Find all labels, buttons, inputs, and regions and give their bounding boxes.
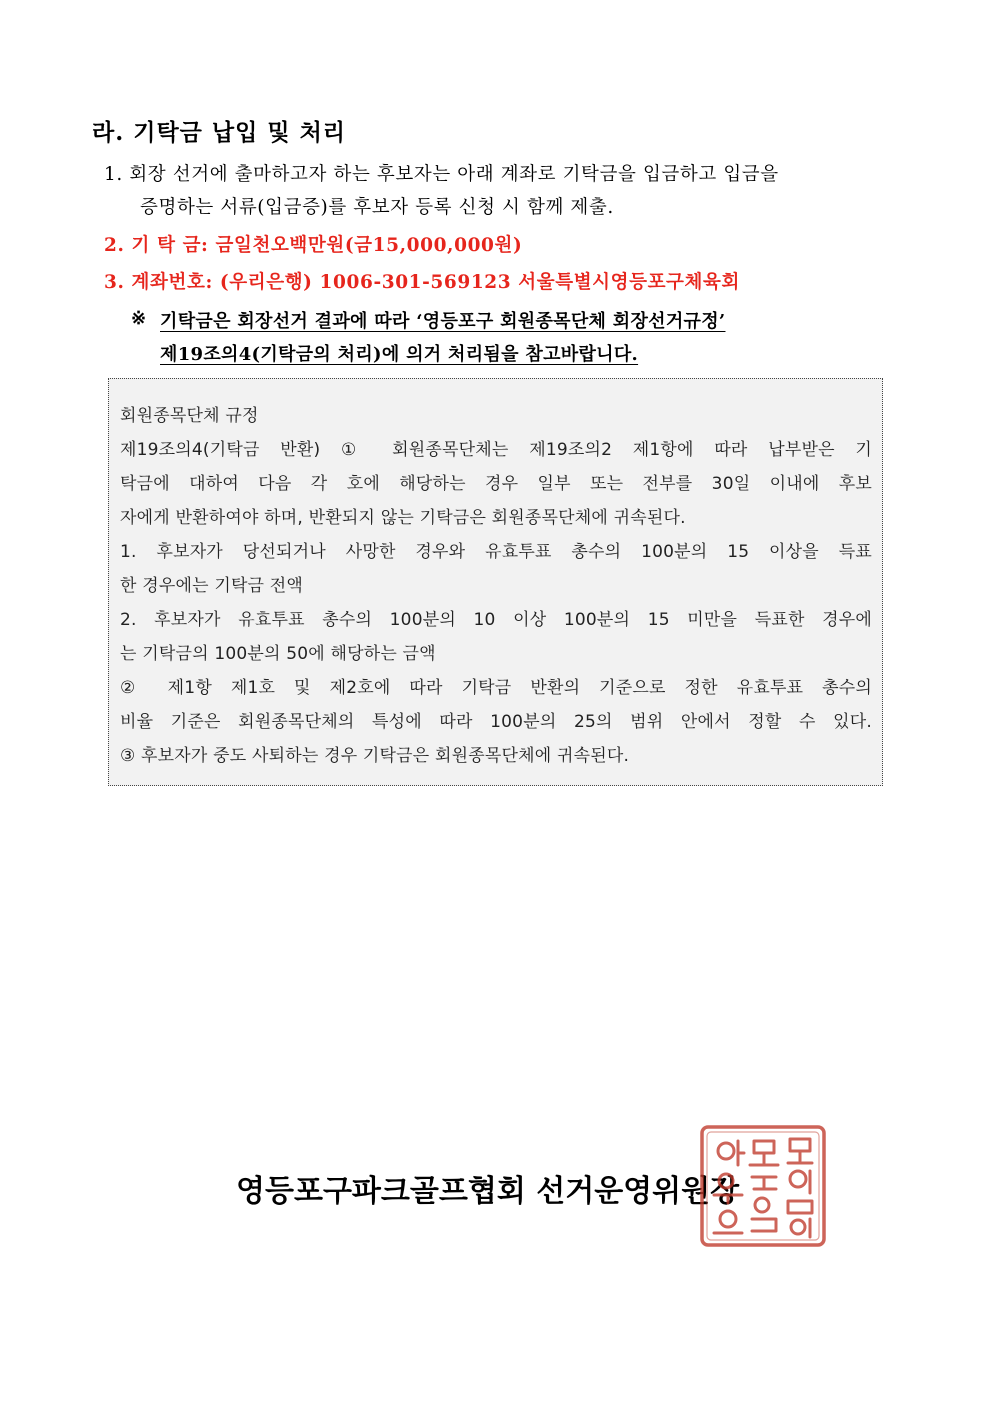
regulation-line: 1. 후보자가 당선되거나 사망한 경우와 유효투표 총수의 100분의 15 이상을 득표 — [120, 542, 872, 562]
deposit-amount-value: 금일천오백만원(금15,000,000원) — [215, 235, 523, 256]
regulation-line: 비율 기준은 회원종목단체의 특성에 따라 100분의 25의 범위 안에서 정할 수 있다. — [120, 712, 872, 732]
regulation-line: 탁금에 대하여 다음 각 호에 해당하는 경우 일부 또는 전부를 30일 이내에 후보 — [120, 474, 872, 494]
note-line2: 제19조의4(기탁금의 처리)에 의거 처리됨을 참고바랍니다. — [160, 344, 639, 365]
regulation-line: 한 경우에는 기탁금 전액 — [120, 576, 304, 596]
regulation-line: 제19조의4(기탁금 반환) ① 회원종목단체는 제19조의2 제1항에 따라 납부받은 기 — [120, 440, 872, 460]
signature-text: 영등포구파크골프협회 선거운영위원장 — [236, 1174, 740, 1209]
account-number-line — [104, 268, 740, 294]
regulation-line: 2. 후보자가 유효투표 총수의 100분의 10 이상 100분의 15 미만을 득표한 경우에 — [120, 610, 872, 630]
official-seal-icon — [698, 1123, 828, 1249]
note-line1: 기탁금은 회장선거 결과에 따라 ‘영등포구 회원종목단체 회장선거규정’ — [160, 311, 726, 332]
regulation-line: ③ 후보자가 중도 사퇴하는 경우 기탁금은 회원종목단체에 귀속된다. — [120, 746, 630, 766]
deposit-amount-label: 2. 기 탁 금: — [104, 235, 209, 256]
account-number-value: (우리은행) 1006-301-569123 서울특별시영등포구체육회 — [219, 272, 740, 293]
regulation-line: 자에게 반환하여야 하며, 반환되지 않는 기탁금은 회원종목단체에 귀속된다. — [120, 508, 686, 528]
regulation-line: ② 제1항 제1호 및 제2호에 따라 기탁금 반환의 기준으로 정한 유효투표 총수의 — [120, 678, 872, 698]
account-number-label: 3. 계좌번호: — [104, 272, 213, 293]
item1-line1: 1. 회장 선거에 출마하고자 하는 후보자는 아래 계좌로 기탁금을 입금하고 입금을 — [104, 164, 779, 185]
item1-line2: 증명하는 서류(입금증)를 후보자 등록 신청 시 함께 제출. — [140, 197, 614, 218]
deposit-amount-line — [104, 231, 522, 257]
section-heading: 라. 기탁금 납입 및 처리 — [92, 119, 346, 146]
note-mark: ※ — [131, 308, 147, 329]
regulation-box — [108, 378, 883, 786]
regulation-title: 회원종목단체 규정 — [120, 406, 259, 426]
regulation-line: 는 기탁금의 100분의 50에 해당하는 금액 — [120, 644, 436, 664]
